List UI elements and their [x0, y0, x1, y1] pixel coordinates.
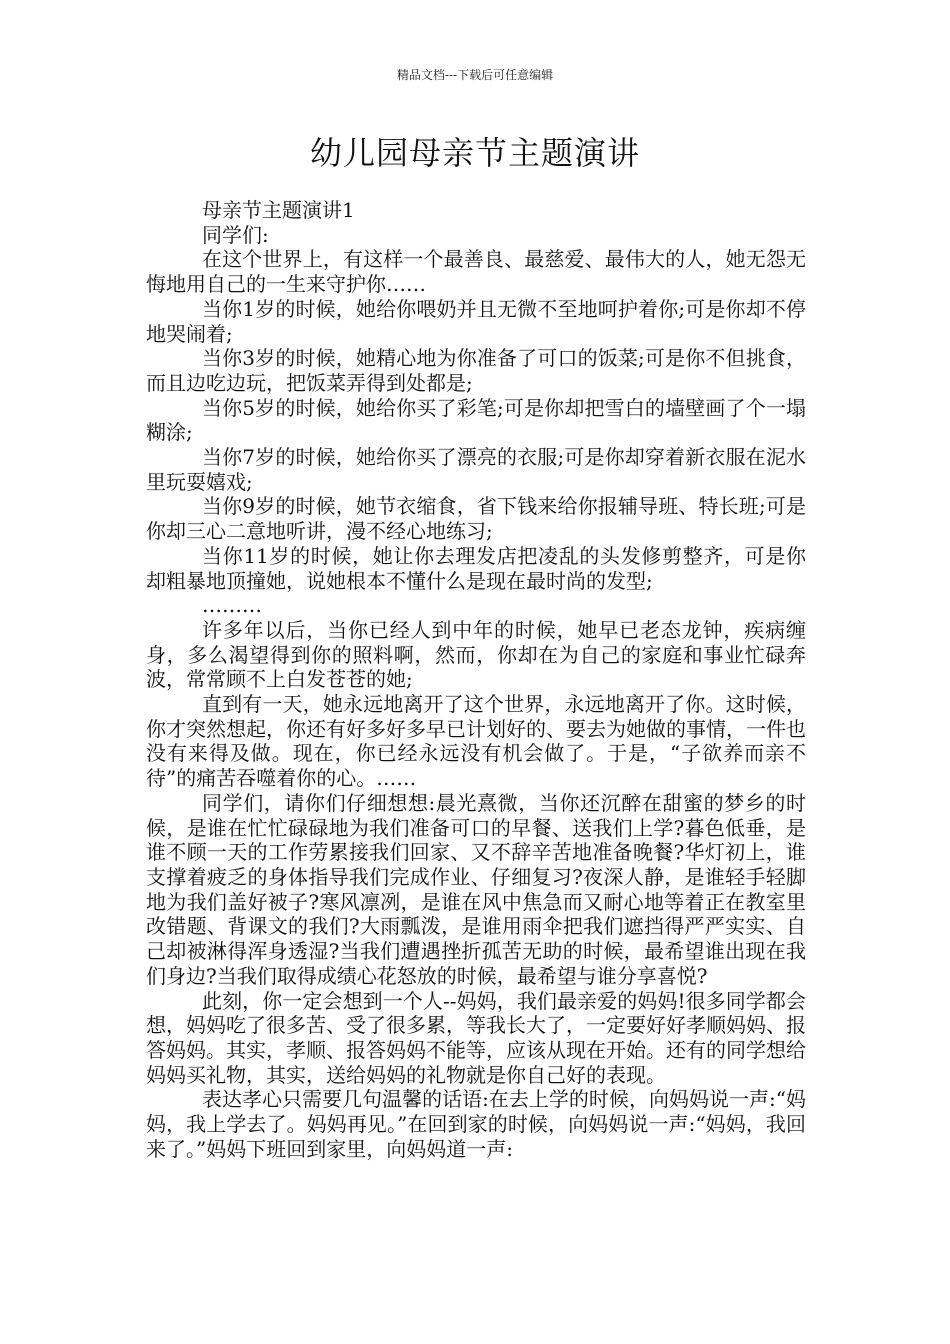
- ellipsis-line: ………: [202, 593, 262, 618]
- paragraph: 同学们，请你们仔细想想:晨光熹微，当你还沉醉在甜蜜的梦乡的时候，是谁在忙忙碌碌地为我们准备可口的早餐、送我们上学?暮色低垂，是谁不顾一天的工作劳累接我们回家、又不辞辛苦地准备晚餐?华灯初上，谁支撑着疲乏的身体指导我们完成作业、仔细复习?夜深人静，是谁轻手轻脚地为我们盖好被子?寒风凛冽，是谁在风中焦急而又耐心地等着正在教室里改错题、背课文的我们?大雨瓢泼，是谁用雨伞把我们遮挡得严严实实、自己却被淋得浑身透湿?当我们遭遇挫折孤苦无助的时候，最希望谁出现在我们身边?当我们取得成绩心花怒放的时候，最希望与谁分享喜悦?: [146, 790, 806, 988]
- paragraph: 当你9岁的时候，她节衣缩食，省下钱来给你报辅导班、特长班;可是你却三心二意地听讲，漫不经心地练习;: [146, 494, 806, 544]
- page-header: 精品文档---下载后可任意编辑: [396, 68, 554, 82]
- paragraph: 此刻，你一定会想到一个人--妈妈，我们最亲爱的妈妈!很多同学都会想，妈妈吃了很多苦、受了很多累，等我长大了，一定要好好孝顺妈妈、报答妈妈。其实，孝顺、报答妈妈不能等，应该从现在开始。还有的同学想给妈妈买礼物，其实，送给妈妈的礼物就是你自己好的表现。: [146, 988, 806, 1087]
- paragraph: 当你5岁的时候，她给你买了彩笔;可是你却把雪白的墙壁画了个一塌糊涂;: [146, 395, 806, 445]
- document-title: 幼儿园母亲节主题演讲: [309, 134, 640, 172]
- paragraph: 许多年以后，当你已经人到中年的时候，她早已老态龙钟，疾病缠身，多么渴望得到你的照料啊，然而，你却在为自己的家庭和事业忙碌奔波，常常顾不上白发苍苍的她;: [146, 617, 806, 692]
- paragraph: 当你3岁的时候，她精心地为你准备了可口的饭菜;可是你不但挑食，而且边吃边玩，把饭菜弄得到处都是;: [146, 346, 806, 395]
- paragraph: 直到有一天，她永远地离开了这个世界，永远地离开了你。这时候，你才突然想起，你还有好多好多早已计划好的、要去为她做的事情，一件也没有来得及做。现在，你已经永远没有机会做了。于是，“子欲养而亲不待”的痛苦吞噬着你的心。……: [146, 692, 806, 791]
- document-body: [146, 198, 806, 1161]
- salutation: 同学们:: [202, 222, 269, 247]
- paragraph: 表达孝心只需要几句温馨的话语:在去上学的时候，向妈妈说一声:“妈妈，我上学去了。妈妈再见。”在回到家的时候，向妈妈说一声:“妈妈，我回来了。”妈妈下班回到家里，向妈妈道一声:: [146, 1087, 806, 1161]
- paragraph: 当你1岁的时候，她给你喂奶并且无微不至地呵护着你;可是你却不停地哭闹着;: [146, 296, 806, 346]
- paragraph: 在这个世界上，有这样一个最善良、最慈爱、最伟大的人，她无怨无悔地用自己的一生来守护你……: [146, 247, 806, 297]
- paragraph: 当你11岁的时候，她让你去理发店把凌乱的头发修剪整齐，可是你却粗暴地顶撞她，说她根本不懂什么是现在最时尚的发型;: [146, 543, 806, 593]
- paragraph: 当你7岁的时候，她给你买了漂亮的衣服;可是你却穿着新衣服在泥水里玩耍嬉戏;: [146, 445, 806, 494]
- section-heading: 母亲节主题演讲1: [202, 198, 355, 222]
